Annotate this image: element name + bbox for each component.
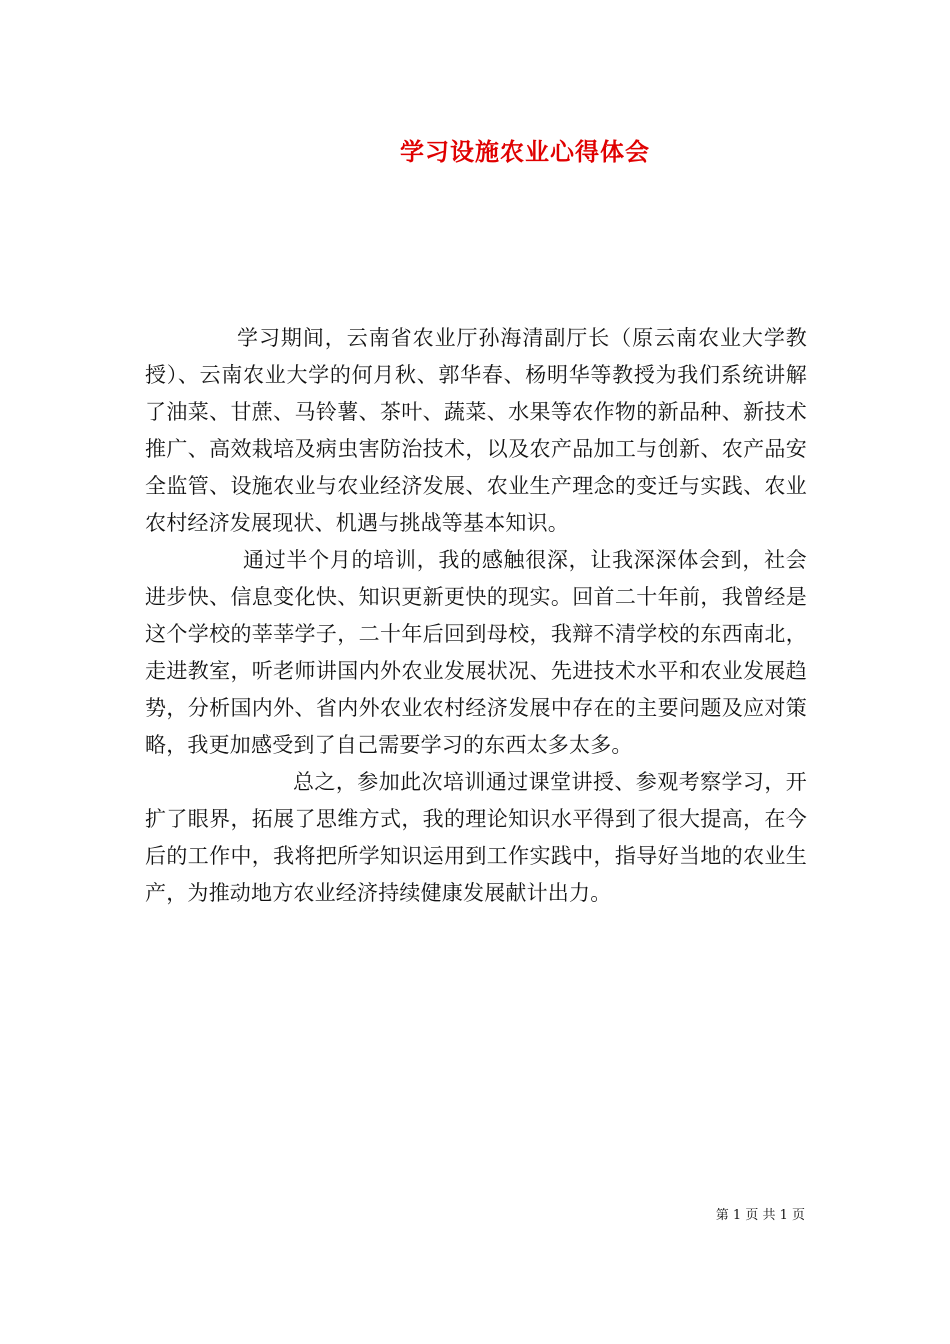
page-number-footer: 第 1 页 共 1 页 [715, 1208, 805, 1223]
paragraph-2: 通过半个月的培训，我的感触很深，让我深深体会到，社会进步快、信息变化快、知识更新更快的现实。回首二十年前，我曾经是这个学校的莘莘学子，二十年后回到母校，我辩不清学校的东西南北，走进教室，听老师讲国内外农业发展状况、先进技术水平和农业发展趋势，分析国内外、省内外农业农村经济发展中存在的主要问题及应对策略，我更加感受到了自己需要学习的东西太多太多。 [145, 548, 807, 757]
paragraph-1: 学习期间，云南省农业厅孙海清副厅长（原云南农业大学教授）、云南农业大学的何月秋、郭华春、杨明华等教授为我们系统讲解了油菜、甘蔗、马铃薯、茶叶、蔬菜、水果等农作物的新品种、新技术推广、高效栽培及病虫害防治技术，以及农产品加工与创新、农产品安全监管、设施农业与农业经济发展、农业生产理念的变迁与实践、农业农村经济发展现状、机遇与挑战等基本知识。 [145, 326, 807, 535]
document-title: 学习设施农业心得体会 [400, 137, 650, 166]
document-body [145, 320, 807, 912]
paragraph-3: 总之，参加此次培训通过课堂讲授、参观考察学习，开扩了眼界，拓展了思维方式，我的理论知识水平得到了很大提高，在今后的工作中，我将把所学知识运用到工作实践中，指导好当地的农业生产，为推动地方农业经济持续健康发展献计出力。 [145, 770, 807, 905]
